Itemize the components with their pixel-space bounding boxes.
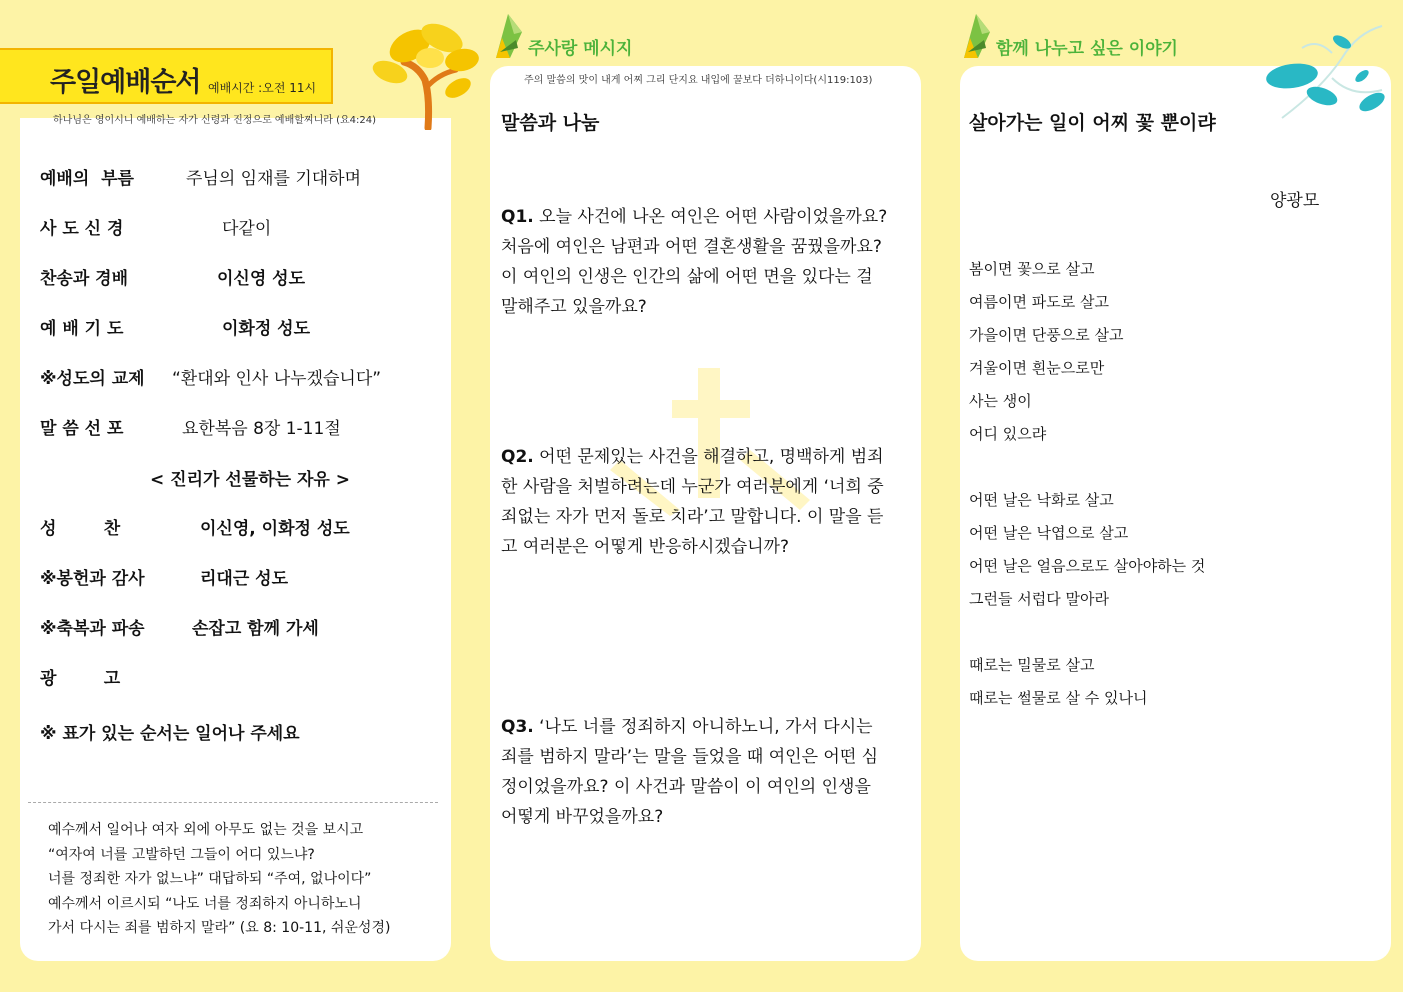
- question-text: 오늘 사건에 나온 여인은 어떤 사람이었을까요? 처음에 여인은 남편과 어떤 결혼생활을 꿈꿨을까요? 이 여인의 인생은 인간의 삶에 어떤 면을 있다는 걸 말해주고 있을까요?: [501, 207, 888, 317]
- order-item: [40, 664, 120, 689]
- section-heading: 말씀과 나눔: [501, 112, 600, 134]
- order-value: 요한복음 8장 1-11절: [182, 419, 341, 439]
- section-header: 함께 나누고 싶은 이야기: [996, 39, 1178, 59]
- order-value: “환대와 인사 나누겠습니다”: [172, 369, 382, 389]
- order-item: [40, 214, 272, 239]
- order-label: 광 고: [40, 669, 121, 689]
- pencil-logo-icon: [960, 12, 994, 60]
- order-label: 예배의 부름: [40, 169, 134, 189]
- section-header: 주사랑 메시지: [528, 39, 633, 59]
- page-title: 주일예배순서: [50, 67, 201, 98]
- order-item: [40, 514, 350, 539]
- question-label: Q2.: [501, 447, 534, 467]
- order-label: 말 씀 선 포: [40, 419, 124, 439]
- poem-line: 여름이면 파도로 살고: [969, 293, 1109, 311]
- order-item: [40, 414, 341, 439]
- order-value: 손잡고 함께 가세: [192, 619, 319, 639]
- order-label: ※축복과 파송: [40, 619, 145, 639]
- order-label: ※성도의 교제: [40, 369, 145, 389]
- poem-line: 때로는 썰물로 살 수 있나니: [969, 689, 1148, 707]
- poem-line: 사는 생이: [969, 392, 1032, 410]
- order-item: [40, 614, 319, 639]
- poem-line: 어떤 날은 얼음으로도 살아야하는 것: [969, 557, 1206, 575]
- order-label: 예 배 기 도: [40, 319, 124, 339]
- order-value: 이신영 성도: [217, 269, 306, 289]
- right-panel: [960, 66, 1391, 961]
- question-text: ‘나도 너를 정죄하지 아니하노니, 가서 다시는 죄를 범하지 말라’는 말을 들었을 때 여인은 어떤 심정이었을까요? 이 사건과 말씀이 이 여인의 인생을 어떻게 바꾸었을까요?: [501, 717, 879, 827]
- left-subtitle-verse: 하나님은 영이시니 예배하는 자가 신령과 진정으로 예배할찌니라 (요4:24): [53, 115, 376, 126]
- order-value: 다같이: [222, 219, 272, 239]
- poem-line: 어떤 날은 낙화로 살고: [969, 491, 1114, 509]
- order-item: [40, 164, 362, 189]
- order-label: 성 찬: [40, 519, 121, 539]
- order-item: [40, 264, 306, 289]
- divider: [28, 802, 438, 803]
- order-label: 사 도 신 경: [40, 219, 124, 239]
- question-text: 어떤 문제있는 사건을 해결하고, 명백하게 범죄한 사람을 처벌하려는데 누군가 여러분에게 ‘너희 중 죄없는 자가 먼저 돌로 치라’고 말합니다. 이 말을 듣고 여러분은 어떻게 반응하시겠습니까?: [501, 447, 884, 557]
- scripture-quote: 예수께서 일어나 여자 외에 아무도 없는 것을 보시고 “여자여 너를 고발하던 그들이 어디 있느냐? 너를 정죄한 자가 없느냐” 대답하되 “주여, 없나이다” 예수께서 이르시되 “나도 너를 정죄하지 아니하노니 가서 다시는 죄를 범하지 말라” (요 8: 10-11, 쉬운성경): [48, 822, 391, 936]
- question-label: Q3.: [501, 717, 534, 737]
- order-item: [40, 364, 382, 389]
- order-label: 찬송과 경배: [40, 269, 129, 289]
- poem-line: 가을이면 단풍으로 살고: [969, 326, 1124, 344]
- order-value: 주님의 임재를 기대하며: [186, 169, 362, 189]
- order-value: 이신영, 이화정 성도: [200, 519, 350, 539]
- pencil-logo-icon: [492, 12, 526, 60]
- order-item: [40, 314, 311, 339]
- order-value: 이화정 성도: [222, 319, 311, 339]
- poem-line: 봄이면 꽃으로 살고: [969, 260, 1095, 278]
- poem-title: 살아가는 일이 어찌 꽃 뿐이랴: [969, 112, 1216, 134]
- tree-icon: [370, 18, 480, 130]
- sermon-title: < 진리가 선물하는 자유 >: [150, 470, 350, 490]
- question-label: Q1.: [501, 207, 534, 227]
- poem-author: 양광모: [1270, 191, 1320, 211]
- poem-line: 때로는 밀물로 살고: [969, 656, 1095, 674]
- poem-line: 어디 있으랴: [969, 425, 1047, 443]
- header-verse: 주의 말씀의 맛이 내게 어찌 그리 단지요 내입에 꿀보다 더하니이다(시119:103): [524, 75, 873, 86]
- question-block: [501, 202, 891, 322]
- service-time: 예배시간 :오전 11시: [208, 81, 317, 95]
- poem-line: 그런들 서럽다 말아라: [969, 590, 1109, 608]
- poem-line: 겨울이면 흰눈으로만: [969, 359, 1105, 377]
- standing-notice: ※ 표가 있는 순서는 일어나 주세요: [40, 724, 300, 744]
- question-block: [501, 712, 891, 832]
- question-block: [501, 442, 891, 562]
- order-value: 리대근 성도: [200, 569, 289, 589]
- poem-line: 어떤 날은 낙엽으로 살고: [969, 524, 1129, 542]
- order-label: ※봉헌과 감사: [40, 569, 145, 589]
- order-item: [40, 564, 289, 589]
- floral-swirl-icon: [1262, 18, 1394, 130]
